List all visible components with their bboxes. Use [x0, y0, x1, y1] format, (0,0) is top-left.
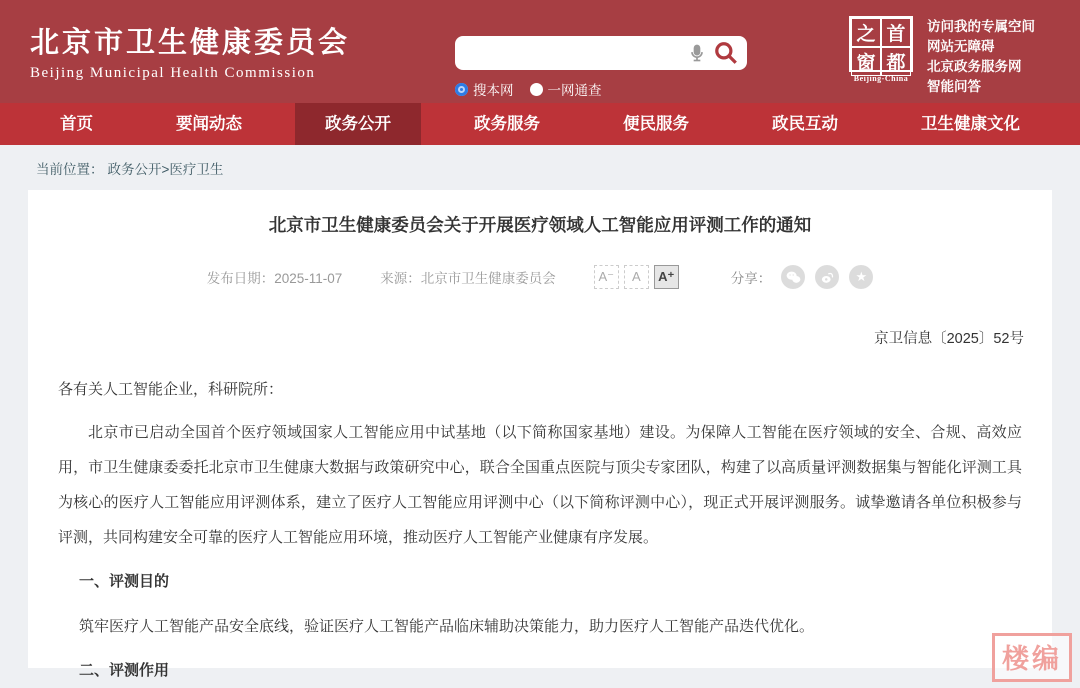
paragraph: 各有关人工智能企业，科研院所：	[58, 381, 284, 398]
qzone-share-icon[interactable]: ★	[849, 265, 873, 289]
font-larger-button[interactable]: A⁺	[654, 265, 679, 289]
link-gov-service[interactable]: 北京政务服务网	[927, 59, 1022, 74]
article-source: 来源：北京市卫生健康委员会	[380, 271, 556, 286]
search-scope-options	[455, 79, 747, 99]
breadcrumb-path[interactable]: 政务公开>医疗卫生	[107, 161, 224, 177]
quick-links	[927, 16, 1035, 98]
publish-date: 发布日期：2025-11-07	[206, 271, 343, 286]
nav-item-gov-services[interactable]: 政务服务	[474, 115, 540, 133]
site-header	[0, 0, 1080, 103]
breadcrumb	[0, 145, 1080, 190]
main-nav	[0, 103, 1080, 145]
article-card	[28, 190, 1052, 679]
nav-item-public-services[interactable]: 便民服务	[623, 115, 689, 133]
document-number: 京卫信息〔2025〕52号	[874, 331, 1024, 347]
scope-option-network[interactable]	[530, 79, 602, 99]
capital-window-logo-grid	[849, 16, 913, 72]
share-label: 分享：	[730, 271, 772, 286]
scope-option-network-label: 一网通查	[547, 83, 602, 98]
capital-window-logo[interactable]	[849, 16, 913, 98]
nav-item-news[interactable]: 要闻动态	[176, 115, 242, 133]
nav-item-interaction[interactable]: 政民互动	[772, 115, 838, 133]
watermark-stamp: 楼编	[992, 633, 1072, 682]
article-body	[28, 372, 1052, 688]
microphone-icon[interactable]	[687, 43, 707, 63]
search-button[interactable]	[713, 40, 739, 66]
share-bar	[731, 265, 874, 289]
font-normal-button[interactable]: A	[624, 265, 649, 289]
nav-item-home[interactable]: 首页	[60, 115, 93, 133]
section-heading: 二、评测作用	[79, 662, 170, 679]
search-area	[455, 36, 747, 99]
link-smart-qa[interactable]: 智能问答	[927, 79, 981, 94]
radio-unselected-icon	[530, 83, 543, 96]
article-meta	[28, 265, 1052, 289]
scope-option-site[interactable]	[455, 79, 514, 99]
nav-item-gov-affairs[interactable]: 政务公开	[295, 103, 421, 145]
paragraph: 北京市已启动全国首个医疗领域国家人工智能应用中试基地（以下简称国家基地）建设。为保障人工智能在医疗领域的安全、合规、高效应用，市卫生健康委委托北京市卫生健康大数据与政策研究中心，联合全国重点医院与顶尖专家团队，构建了以高质量评测数据集与智能化评测工具为核心的医疗人工智能应用评测体系，建立了医疗人工智能应用评测中心（以下简称评测中心），现正式开展评测服务。诚挚邀请各单位积极参与评测，共同构建安全可靠的医疗人工智能应用环境，推动医疗人工智能产业健康有序发展。	[58, 424, 1022, 546]
section-heading: 一、评测目的	[79, 573, 170, 590]
link-my-space[interactable]: 访问我的专属空间	[927, 19, 1035, 34]
logo-char: 之	[851, 18, 881, 47]
link-accessibility[interactable]: 网站无障碍	[927, 39, 995, 54]
logo-caption: Beijing-China	[853, 74, 909, 83]
paragraph: 筑牢医疗人工智能产品安全底线，验证医疗人工智能产品临床辅助决策能力，助力医疗人工智能产品迭代优化。	[79, 618, 815, 635]
radio-selected-icon	[455, 83, 468, 96]
breadcrumb-label: 当前位置：	[36, 161, 104, 177]
nav-item-health-culture[interactable]: 卫生健康文化	[921, 115, 1020, 133]
logo-char: 都	[881, 47, 911, 76]
logo-char: 窗	[851, 47, 881, 76]
site-title-zh: 北京市卫生健康委员会	[30, 27, 351, 59]
site-logo[interactable]	[30, 20, 350, 82]
wechat-share-icon[interactable]	[781, 265, 805, 289]
logo-char: 首	[881, 18, 911, 47]
font-size-controls	[594, 265, 679, 289]
article-title: 北京市卫生健康委员会关于开展医疗领域人工智能应用评测工作的通知	[268, 215, 812, 235]
weibo-share-icon[interactable]	[815, 265, 839, 289]
scope-option-site-label: 搜本网	[473, 83, 514, 98]
font-smaller-button[interactable]: A⁻	[594, 265, 619, 289]
site-title-en: Beijing Municipal Health Commission	[30, 65, 316, 81]
